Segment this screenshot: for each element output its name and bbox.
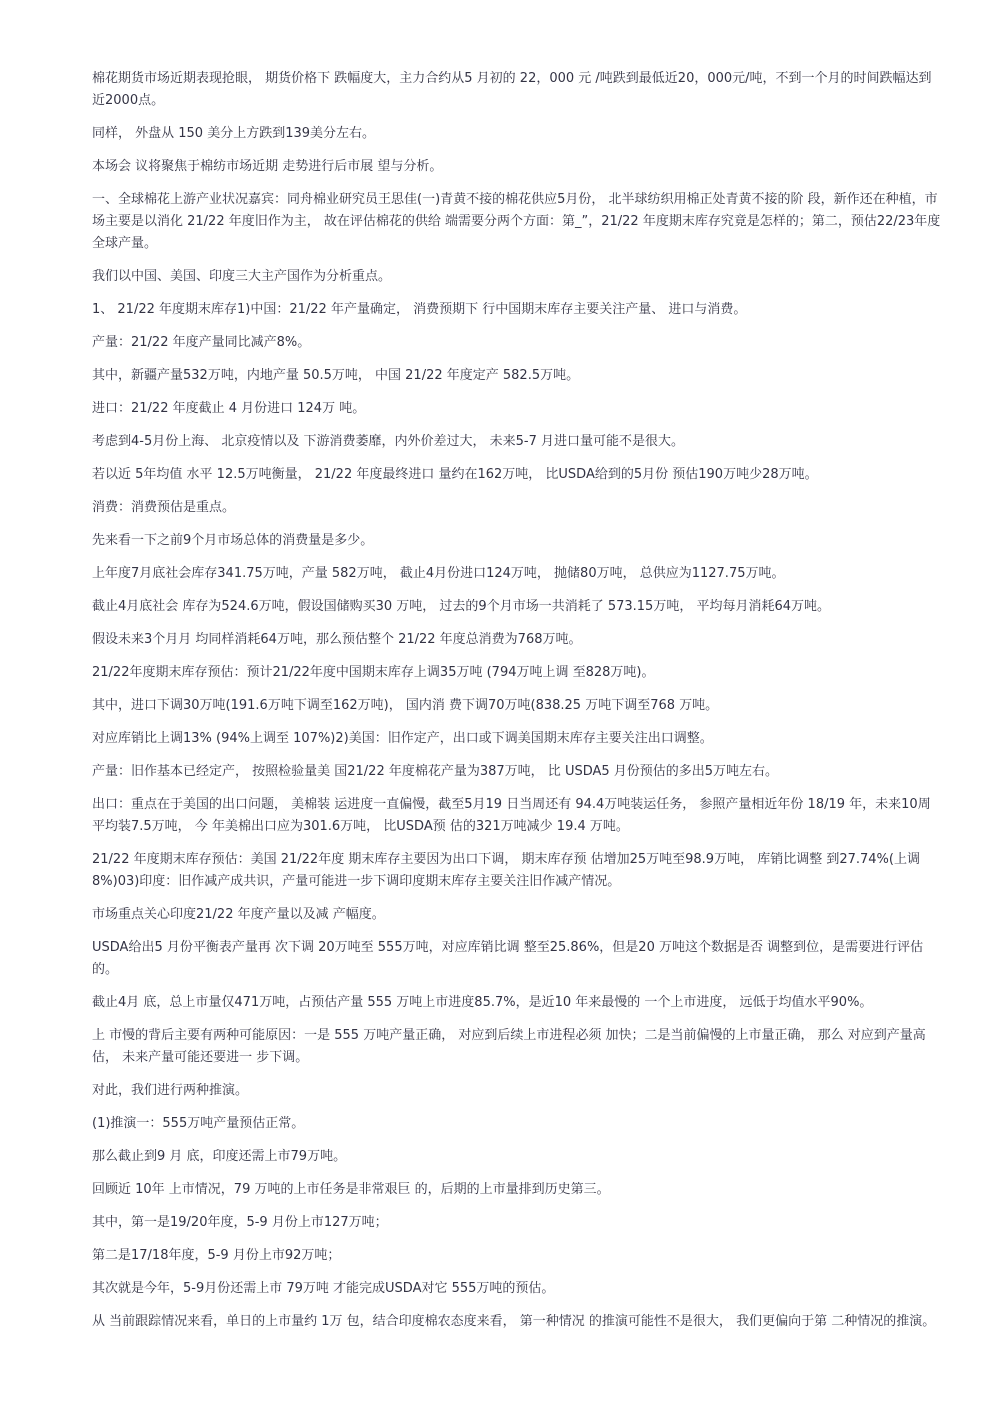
paragraph-conclusion: 从 当前跟踪情况来看，单日的上市量约 1万 包，结合印度棉农态度来看， 第一种情况 的推演可能性不是很大， 我们更偏向于第 二种情况的推演。 [92,1314,936,1329]
paragraph-overseas-market: 同样， 外盘从 150 美分上方跌到139美分左右。 [92,126,376,141]
paragraph-two-scenarios: 对此，我们进行两种推演。 [92,1083,249,1098]
paragraph-consumption-intro: 先来看一下之前9个月市场总体的消费量是多少。 [92,533,374,548]
paragraph-second-year: 第二是17/18年度，5-9 月份上市92万吨； [92,1248,341,1263]
paragraph-us-section: 对应库销比上调13% (94%上调至 107%)2)美国：旧作定产，出口或下调美国期末库存主要关注出口调整。 [92,731,713,746]
paragraph-this-year: 其次就是今年，5-9月份还需上市 79万吨 才能完成USDA对它 555万吨的预估。 [92,1281,555,1296]
paragraph-slow-arrivals: 上 市慢的背后主要有两种可能原因：一是 555 万吨产量正确， 对应到后续上市进程必须 加快；二是当前偏慢的上市量正确， 那么 对应到产量高估， 未来产量可能还要进一 步下调。 [92,1028,926,1065]
paragraph-xinjiang-output: 其中，新疆产量532万吨，内地产量 50.5万吨， 中国 21/22 年度定产 582.5万吨。 [92,368,580,383]
paragraph-usda-india: USDA给出5 月份平衡表产量再 次下调 20万吨至 555万吨，对应库销比调 整至25.86%，但是20 万吨这个数据是否 调整到位，是需要进行评估的。 [92,940,924,977]
paragraph-china-ending-stock: 21/22年度期末库存预估：预计21/22年度中国期末库存上调35万吨 (794万吨上调 至828万吨)。 [92,665,655,680]
paragraph-scenario-one: (1)推演一：555万吨产量预估正常。 [92,1116,305,1131]
paragraph-first-year: 其中，第一是19/20年度，5-9 月份上市127万吨； [92,1215,388,1230]
paragraph-us-output: 产量：旧作基本已经定产， 按照检验量美 国21/22 年度棉花产量为387万吨， 比 USDA5 月份预估的多出5万吨左右。 [92,764,779,779]
document-body [92,68,942,1344]
paragraph-import-estimate: 若以近 5年均值 水平 12.5万吨衡量， 21/22 年度最终进口 量约在162万吨， 比USDA给到的5月份 预估190万吨少28万吨。 [92,467,818,482]
paragraph-india-focus: 市场重点关心印度21/22 年度产量以及减 产幅度。 [92,907,385,922]
paragraph-section-one: 一、全球棉花上游产业状况嘉宾：同舟棉业研究员王思佳(一)青黄不接的棉花供应5月份， 北半球纺织用棉正处青黄不接的阶 段，新作还在种植，市场主要是以消化 21/22 年度旧作为主， 故在评估棉花的供给 端需要分两个方面：第_”，21/22 年度期末库存究竟是怎样的；第二，预估22/23年度全球产量。 [92,192,941,251]
paragraph-consumption: 消费：消费预估是重点。 [92,500,236,515]
paragraph-ten-year-review: 回顾近 10年 上市情况，79 万吨的上市任务是非常艰巨 的，后期的上市量排到历史第三。 [92,1182,610,1197]
paragraph-remaining-arrivals: 那么截止到9 月 底，印度还需上市79万吨。 [92,1149,347,1164]
paragraph-consumption-estimate: 假设未来3个月月 均同样消耗64万吨，那么预估整个 21/22 年度总消费为768万吨。 [92,632,582,647]
paragraph-focus-countries: 我们以中国、美国、印度三大主产国作为分析重点。 [92,269,392,284]
paragraph-import-outlook: 考虑到4-5月份上海、 北京疫情以及 下游消费萎靡，内外价差过大， 未来5-7 月进口量可能不是很大。 [92,434,684,449]
paragraph-us-ending-stock: 21/22 年度期末库存预估：美国 21/22年度 期末库存主要因为出口下调， 期末库存预 估增加25万吨至98.9万吨， 库销比调整 到27.74%(上调8%)03)印度：旧作减产成共识，产量可能进一步下调印度期末库存主要关注旧作减产情况。 [92,852,920,889]
paragraph-china-import: 进口：21/22 年度截止 4 月份进口 124万 吨。 [92,401,366,416]
paragraph-adjustments: 其中，进口下调30万吨(191.6万吨下调至162万吨)， 国内消 费下调70万吨(838.25 万吨下调至768 万吨。 [92,698,719,713]
paragraph-us-export: 出口：重点在于美国的出口问题， 美棉装 运进度一直偏慢，截至5月19 日当周还有 94.4万吨装运任务， 参照产量相近年份 18/19 年，未来10周平均装7.5万吨， 今 年美棉出口应为301.6万吨， 比USDA预 估的321万吨减少 19.4 万吨。 [92,797,931,834]
paragraph-social-stock: 截止4月底社会 库存为524.6万吨，假设国储购买30 万吨， 过去的9个月市场一共消耗了 573.15万吨， 平均每月消耗64万吨。 [92,599,830,614]
paragraph-meeting-focus: 本场会 议将聚焦于棉纺市场近期 走势进行后市展 望与分析。 [92,159,443,174]
paragraph-total-supply: 上年度7月底社会库存341.75万吨，产量 582万吨， 截止4月份进口124万吨， 抛储80万吨， 总供应为1127.75万吨。 [92,566,785,581]
paragraph-china-stock: 1、 21/22 年度期末库存1)中国：21/22 年产量确定， 消费预期下 行中国期末库存主要关注产量、 进口与消费。 [92,302,747,317]
paragraph-china-output: 产量：21/22 年度产量同比减产8%。 [92,335,311,350]
paragraph-intro: 棉花期货市场近期表现抢眼， 期货价格下 跌幅度大，主力合约从5 月初的 22，000 元 /吨跌到最低近20，000元/吨，不到一个月的时间跌幅达到近2000点。 [92,71,932,108]
paragraph-india-arrivals: 截止4月 底，总上市量仅471万吨，占预估产量 555 万吨上市进度85.7%，是近10 年来最慢的 一个上市进度， 远低于均值水平90%。 [92,995,873,1010]
